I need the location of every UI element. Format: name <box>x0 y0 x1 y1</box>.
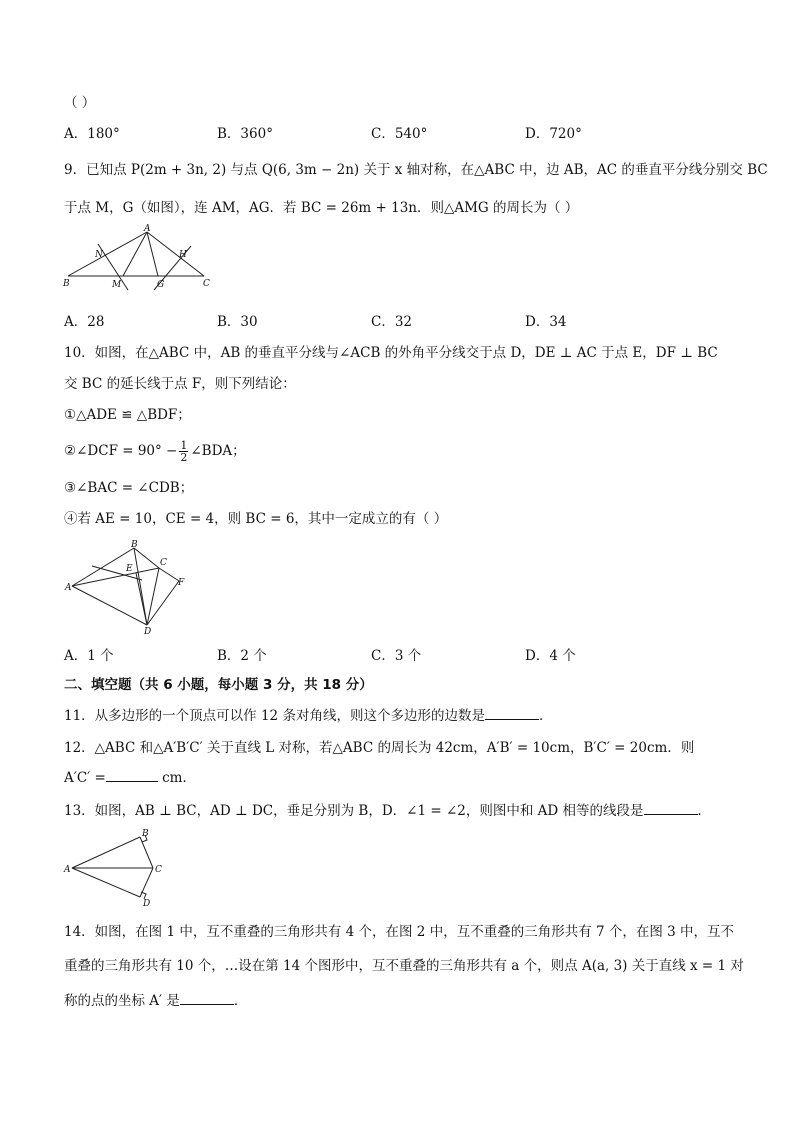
q9-label-h: H <box>179 250 187 260</box>
q10-label-b: B <box>131 540 138 550</box>
q9-label-g: G <box>157 280 165 290</box>
q10-stem-line2: 交 BC 的延长线于点 F，则下列结论： <box>64 376 296 392</box>
q10-statement-4: ④若 AE = 10，CE = 4，则 BC = 6，其中一定成立的有（ ） <box>64 511 448 527</box>
q10-statement-3: ③∠BAC = ∠CDB； <box>64 480 194 496</box>
q10-statement-1: ①△ADE ≌ △BDF； <box>64 407 191 423</box>
q10-option-c[interactable]: C．3 个 <box>371 648 422 664</box>
q13-figure <box>62 828 172 909</box>
q8-paren: （ ） <box>64 95 96 111</box>
q14-stem-line3: 称的点的坐标 A′ 是 ． <box>64 993 248 1009</box>
q12-stem-line1: 12．△ABC 和△A′B′C′ 关于直线 L 对称，若△ABC 的周长为 42cm，A′B′ = 10cm，B′C′ = 20cm．则 <box>64 740 695 756</box>
q11-answer-blank[interactable] <box>485 706 539 720</box>
q9-label-n: N <box>95 250 103 260</box>
section-2-title: 二、填空题（共 6 小题，每小题 3 分，共 18 分） <box>64 677 373 693</box>
q10-label-e: E <box>126 564 133 574</box>
q12-stem-line2: A′C′ = cm． <box>64 770 196 786</box>
q9-label-a: A <box>144 224 151 234</box>
q8-option-d[interactable]: D．720° <box>525 126 582 142</box>
q14-stem-line2: 重叠的三角形共有 10 个，…设在第 14 个图形中，互不重叠的三角形共有 a 个，则点 A(a, 3) 关于直线 x = 1 对 <box>64 958 744 974</box>
q9-stem-line2: 于点 M，G（如图），连 AM，AG．若 BC = 26m + 13n．则△AMG 的周长为（ ） <box>64 200 579 216</box>
q10-option-a[interactable]: A．1 个 <box>64 648 114 664</box>
q8-option-b[interactable]: B．360° <box>217 126 273 142</box>
q10-fraction: $\frac{1}{2}$ <box>180 439 188 464</box>
q9-option-d[interactable]: D．34 <box>525 314 567 330</box>
q9-option-c[interactable]: C．32 <box>371 314 413 330</box>
q9-stem-line1: 9．已知点 P(2m + 3n, 2) 与点 Q(6, 3m − 2n) 关于 x 轴对称，在△ABC 中，边 AB，AC 的垂直平分线分别交 BC <box>64 162 768 178</box>
q14-stem-line1: 14．如图，在图 1 中，互不重叠的三角形共有 4 个，在图 2 中，互不重叠的三角形共有 7 个，在图 3 中，互不 <box>64 924 735 940</box>
q10-label-f: F <box>178 578 185 588</box>
q8-option-c[interactable]: C．540° <box>371 126 428 142</box>
q14-answer-blank[interactable] <box>180 991 234 1005</box>
q8-option-a[interactable]: A．180° <box>64 126 120 142</box>
q10-option-b[interactable]: B．2 个 <box>217 648 267 664</box>
q10-label-c: C <box>160 558 167 568</box>
q11: 11．从多边形的一个顶点可以作 12 条对角线，则这个多边形的边数是 ． <box>64 708 553 724</box>
q9-label-m: M <box>112 280 122 290</box>
q10-option-d[interactable]: D．4 个 <box>525 648 576 664</box>
q12-answer-blank[interactable] <box>106 768 158 782</box>
q10-figure <box>62 540 192 635</box>
q13-answer-blank[interactable] <box>644 801 698 815</box>
q13-label-c: C <box>155 865 162 875</box>
q10-statement-2: ②∠DCF = 90° − $\frac{1}{2}$ ∠BDA； <box>64 439 246 464</box>
q9-label-b: B <box>63 279 70 289</box>
q13-label-d: D <box>143 899 151 909</box>
q9-figure <box>60 224 220 292</box>
q9-label-c: C <box>203 279 210 289</box>
q10-stem-line1: 10．如图，在△ABC 中，AB 的垂直平分线与∠ACB 的外角平分线交于点 D，DE ⊥ AC 于点 E，DF ⊥ BC <box>64 345 718 361</box>
q13-label-b: B <box>142 829 149 839</box>
q13-label-a: A <box>64 865 71 875</box>
q9-option-b[interactable]: B．30 <box>217 314 258 330</box>
q13: 13．如图，AB ⊥ BC，AD ⊥ DC，垂足分别为 B，D．∠1 = ∠2，则图中和 AD 相等的线段是 ． <box>64 803 712 819</box>
q10-label-a: A <box>65 583 72 593</box>
q9-option-a[interactable]: A．28 <box>64 314 105 330</box>
q10-label-d: D <box>144 627 152 637</box>
